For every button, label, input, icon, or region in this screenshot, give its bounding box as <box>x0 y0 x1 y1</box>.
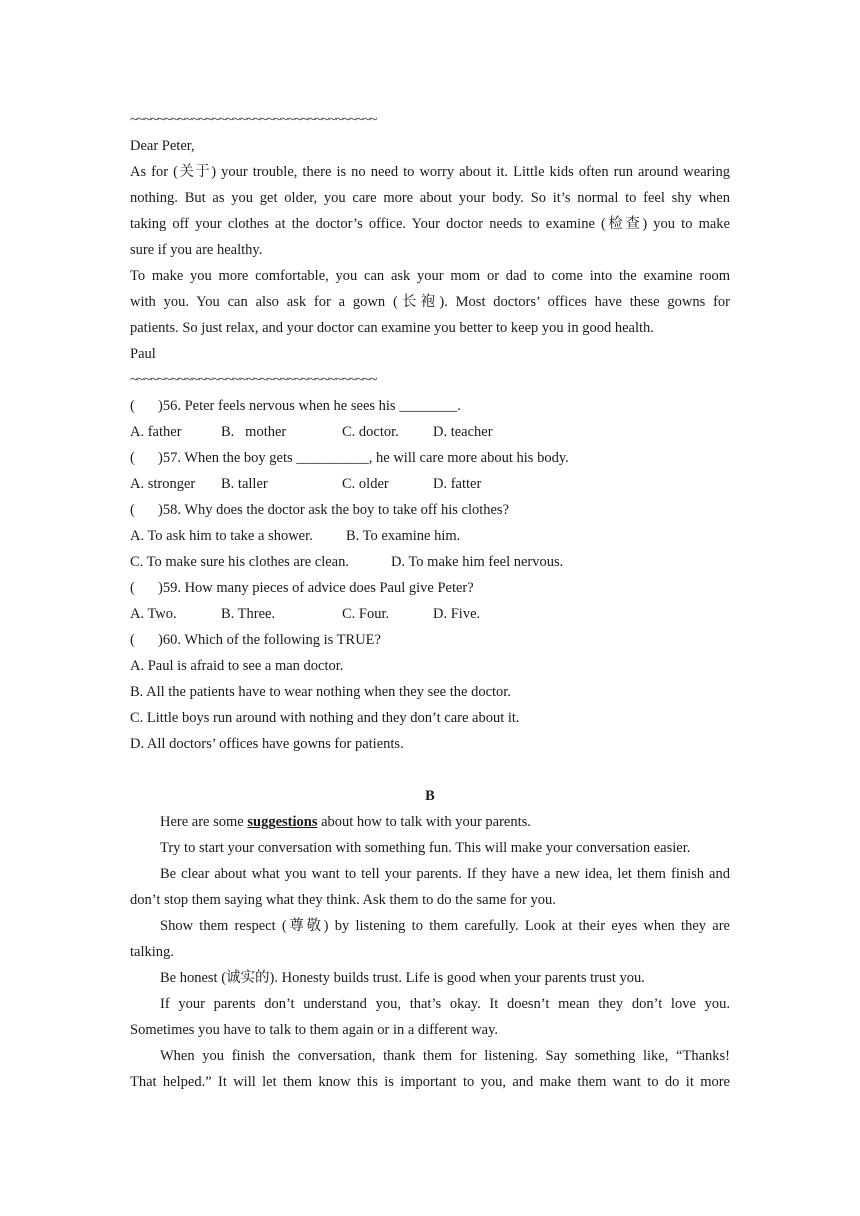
letter-p1-line: As for (关于) your trouble, there is no need to worry about it. Little kids often run around wearing <box>130 164 730 180</box>
options-56 <box>130 419 730 445</box>
section-b-p6-line: That helped.” It will let them know this is important to you, and make them want to do it more <box>130 1074 730 1090</box>
option-c: C. To make sure his clothes are clean. <box>130 554 349 570</box>
section-b-p5-line: Sometimes you have to talk to them again or in a different way. <box>130 1022 499 1038</box>
option-c: C. Little boys run around with nothing and they don’t care about it. <box>130 710 520 726</box>
letter-p1-line: taking off your clothes at the doctor’s office. Your doctor needs to examine (检查) you to make <box>130 216 730 232</box>
question-stem: )58. Why does the doctor ask the boy to take off his clothes? <box>158 502 510 518</box>
section-b-intro <box>130 809 730 835</box>
option-a: A. Paul is afraid to see a man doctor. <box>130 658 344 674</box>
options-57 <box>130 471 730 497</box>
question-59 <box>130 575 730 601</box>
option-b: B. taller <box>221 476 268 492</box>
question-60 <box>130 627 730 653</box>
intro-text: Here are some <box>160 814 248 830</box>
answer-blank: ( <box>130 398 135 414</box>
option-b: B. To examine him. <box>346 528 461 544</box>
options-59 <box>130 601 730 627</box>
section-b-p2-line: Be clear about what you want to tell your parents. If they have a new idea, let them finish and <box>160 866 730 882</box>
question-56 <box>130 393 730 419</box>
question-stem: )59. How many pieces of advice does Paul give Peter? <box>158 580 474 596</box>
section-b-p4: Be honest (诚实的). Honesty builds trust. Life is good when your parents trust you. <box>160 970 645 986</box>
options-58-ab <box>130 523 730 549</box>
section-heading: B <box>425 788 435 804</box>
option-a: A. stronger <box>130 476 196 492</box>
section-b-p5-line: If your parents don’t understand you, that’s okay. It doesn’t mean they don’t love you. <box>160 996 730 1012</box>
section-b-p3-line: talking. <box>130 944 174 960</box>
document-body <box>130 107 730 1095</box>
question-stem: )60. Which of the following is TRUE? <box>158 632 381 648</box>
question-57 <box>130 445 730 471</box>
letter-p1-line: nothing. But as you get older, you care more about your body. So it’s normal to feel shy when <box>130 190 730 206</box>
question-58 <box>130 497 730 523</box>
letter-p2-line: with you. You can also ask for a gown (长袍). Most doctors’ offices have these gowns for <box>130 294 730 310</box>
question-stem: )56. Peter feels nervous when he sees his ________. <box>158 398 461 414</box>
answer-blank: ( <box>130 502 135 518</box>
option-b: B. mother <box>221 424 287 440</box>
option-c: C. Four. <box>342 606 390 622</box>
section-b-p2-line: don’t stop them saying what they think. Ask them to do the same for you. <box>130 892 556 908</box>
option-d: D. To make him feel nervous. <box>391 554 564 570</box>
option-d: D. Five. <box>433 606 481 622</box>
divider-bottom: ~~~~~~~~~~~~~~~~~~~~~~~~~~~~~~~~~~~~ <box>130 372 377 388</box>
intro-text: about how to talk with your parents. <box>317 814 531 830</box>
letter-greeting: Dear Peter, <box>130 138 195 154</box>
option-d: D. fatter <box>433 476 482 492</box>
letter-signature: Paul <box>130 346 156 362</box>
option-a: A. To ask him to take a shower. <box>130 528 313 544</box>
option-a: A. father <box>130 424 182 440</box>
option-c: C. older <box>342 476 389 492</box>
answer-blank: ( <box>130 632 135 648</box>
section-b-p3-line: Show them respect (尊敬) by listening to them carefully. Look at their eyes when they are <box>160 918 730 934</box>
options-58-cd <box>130 549 730 575</box>
option-d: D. teacher <box>433 424 493 440</box>
divider-top: ~~~~~~~~~~~~~~~~~~~~~~~~~~~~~~~~~~~~ <box>130 112 377 128</box>
option-d: D. All doctors’ offices have gowns for patients. <box>130 736 404 752</box>
letter-p1-line: sure if you are healthy. <box>130 242 263 258</box>
letter-p2-line: patients. So just relax, and your doctor can examine you better to keep you in good health. <box>130 320 654 336</box>
spacer <box>130 757 730 783</box>
letter-p2-line: To make you more comfortable, you can ask your mom or dad to come into the examine room <box>130 268 730 284</box>
answer-blank: ( <box>130 580 135 596</box>
option-b: B. Three. <box>221 606 276 622</box>
section-b-p6-line: When you finish the conversation, thank them for listening. Say something like, “Thanks! <box>160 1048 730 1064</box>
answer-blank: ( <box>130 450 135 466</box>
option-a: A. Two. <box>130 606 177 622</box>
underlined-word: suggestions <box>247 814 318 830</box>
section-b-p1: Try to start your conversation with something fun. This will make your conversation easier. <box>160 840 691 856</box>
option-c: C. doctor. <box>342 424 399 440</box>
option-b: B. All the patients have to wear nothing when they see the doctor. <box>130 684 511 700</box>
question-stem: )57. When the boy gets __________, he will care more about his body. <box>158 450 569 466</box>
